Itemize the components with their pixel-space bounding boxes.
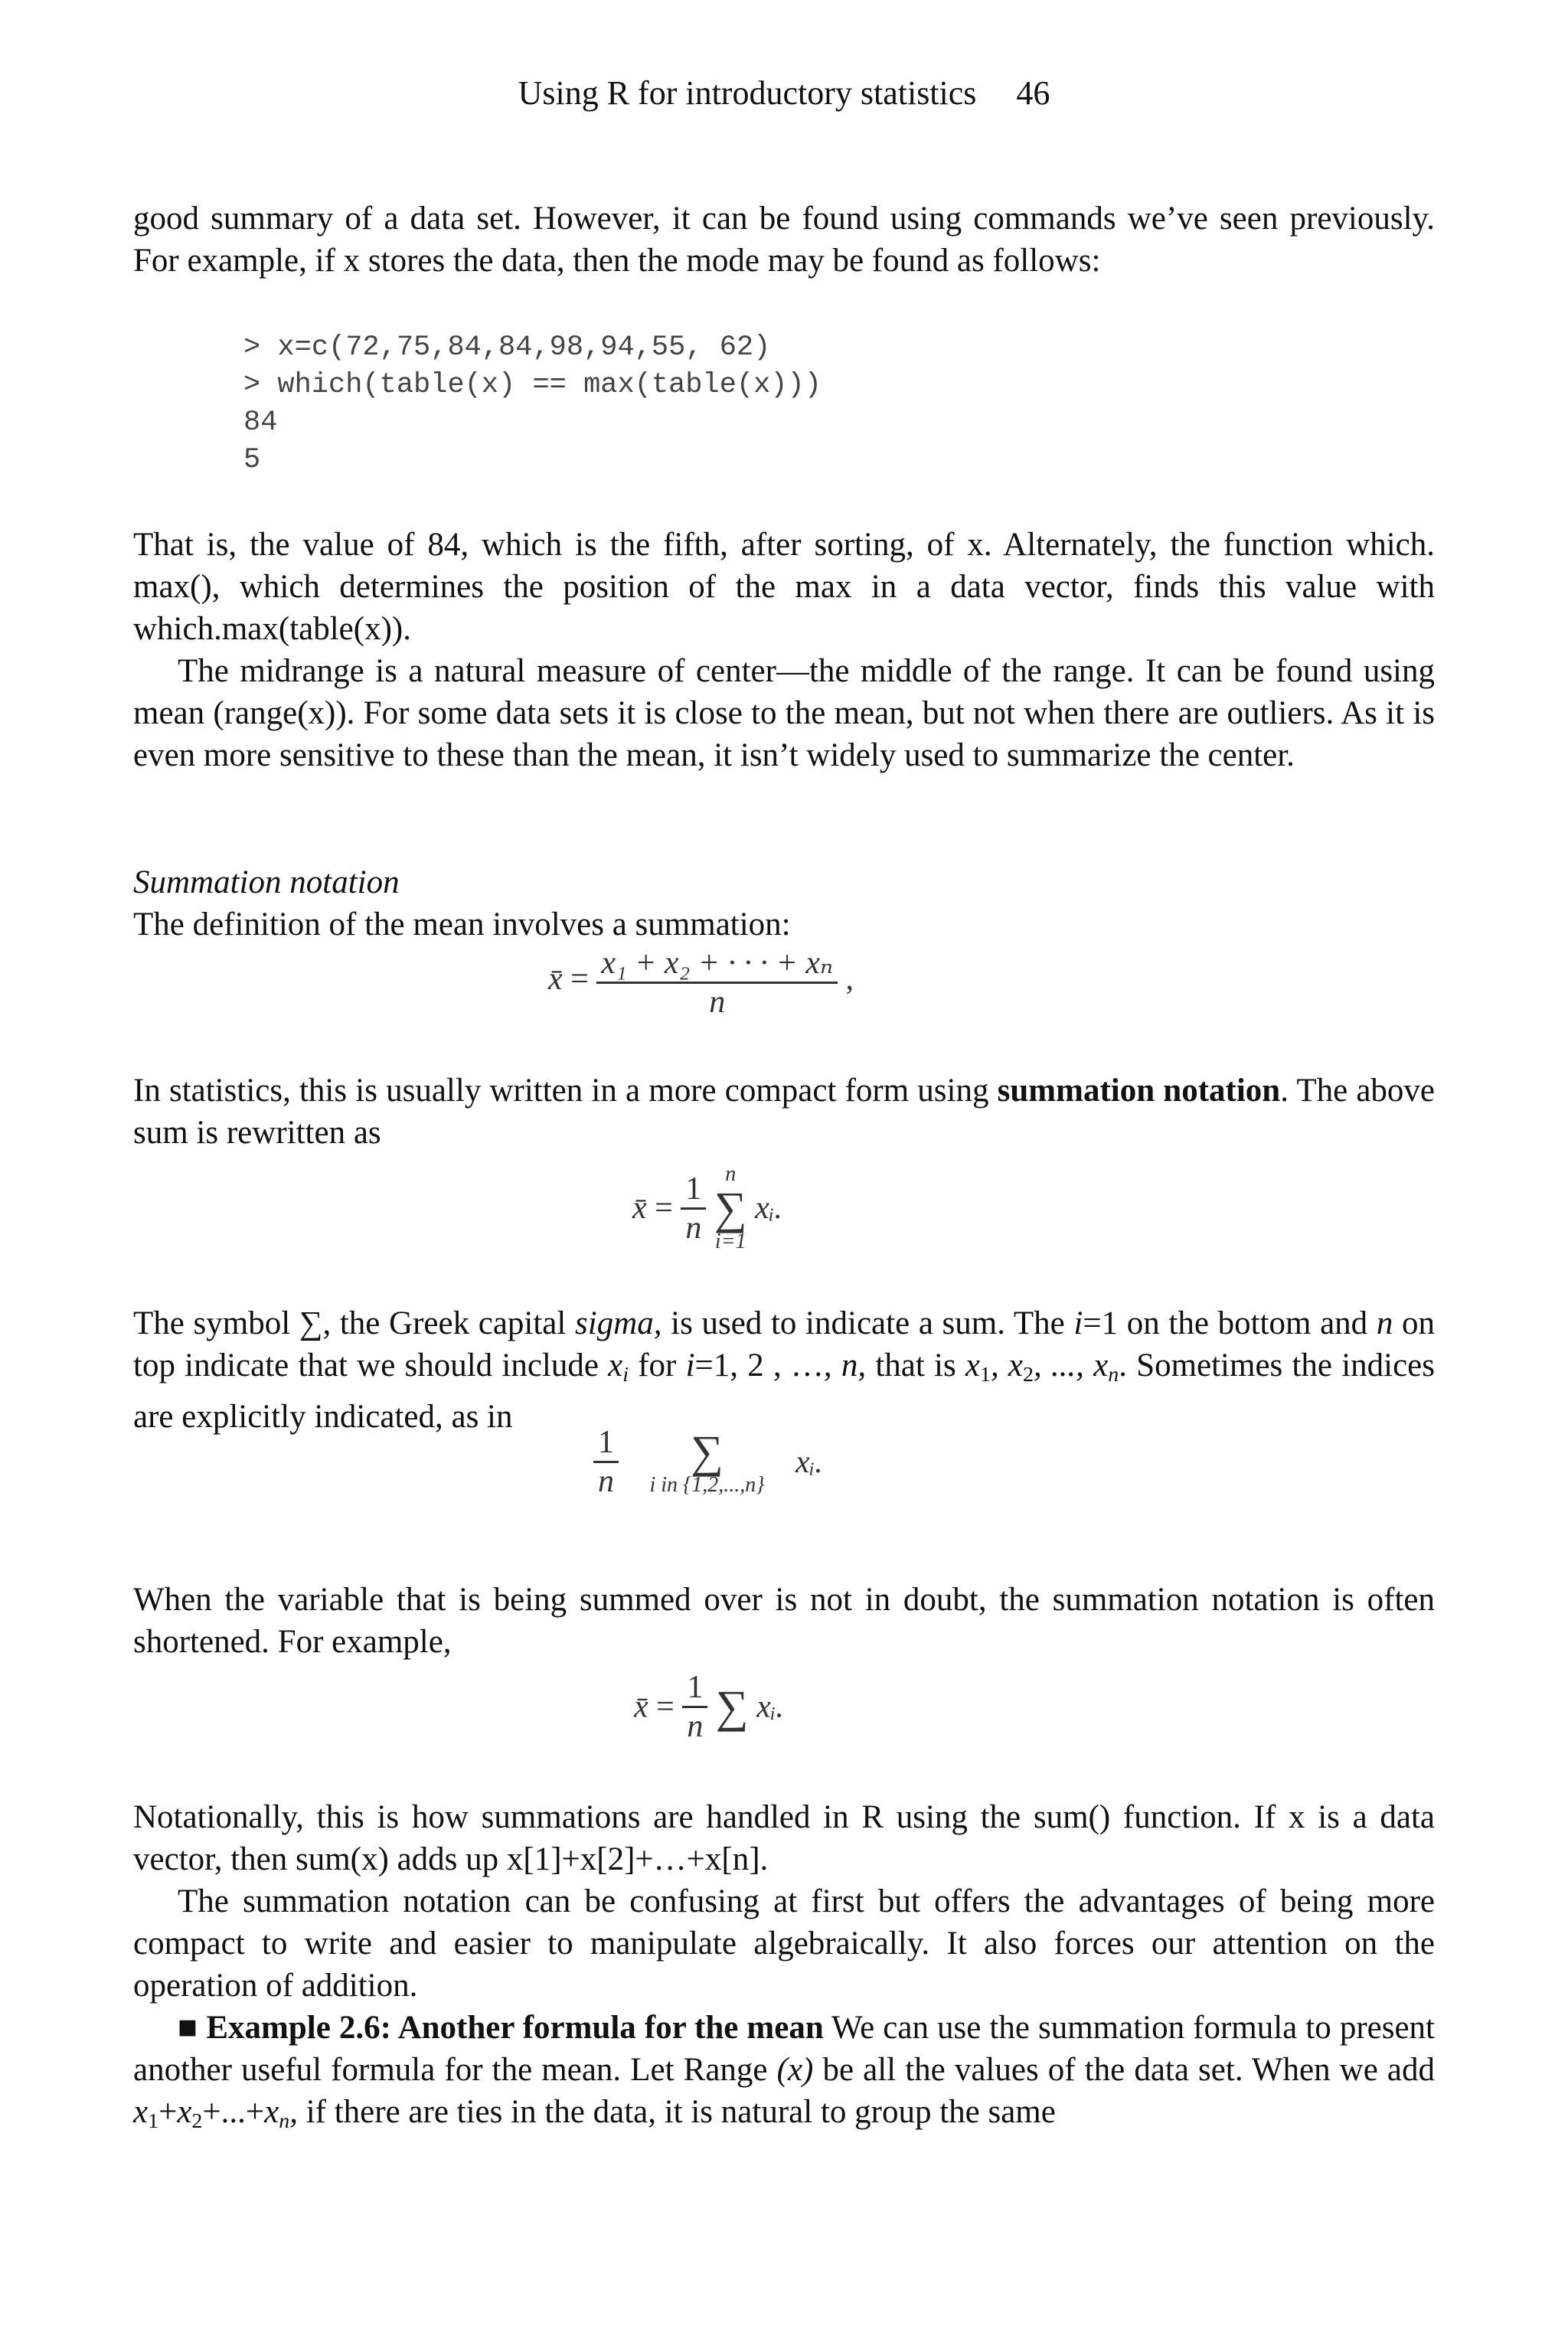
paragraph-1 bbox=[133, 198, 1435, 282]
paragraph-text: When the variable that is being summed over is not in doubt, the summation notation is often shortened. For example, bbox=[133, 1582, 1435, 1660]
equation-summation bbox=[632, 1164, 782, 1253]
text-run: . The above sum is rewritten as bbox=[133, 1073, 1436, 1151]
text-run: In statistics, this is usually written in a more compact form using bbox=[133, 1073, 998, 1109]
math-term: xᵢ. bbox=[756, 1689, 784, 1725]
math-numerator: 1 bbox=[593, 1424, 619, 1463]
math-fraction bbox=[596, 943, 838, 1021]
paragraph-3 bbox=[133, 650, 1435, 776]
text-run: be all the values of the data set. When we add bbox=[813, 2052, 1435, 2088]
math-term: xᵢ. bbox=[795, 1444, 823, 1480]
heading-text: Summation notation bbox=[133, 864, 400, 900]
text-run: is used to indicate a sum. The bbox=[662, 1305, 1074, 1341]
example-heading: ■ Example 2.6: Another formula for the mean bbox=[178, 2010, 824, 2046]
paragraph-text: That is, the value of 84, which is the fifth, after sorting, of x. Alternately, the function which. max(), which determines the position of the max in a data vector, finds this value with which.max(table(x)). bbox=[133, 527, 1435, 647]
math-fraction bbox=[593, 1424, 619, 1500]
text-run: for bbox=[629, 1348, 686, 1383]
code-line: 5 bbox=[243, 444, 261, 476]
italic-term: (x) bbox=[776, 2052, 814, 2088]
math-term: xᵢ. bbox=[755, 1191, 782, 1226]
math-fraction bbox=[682, 1669, 707, 1745]
math-denominator: n bbox=[685, 1210, 702, 1246]
text-run: that is bbox=[866, 1348, 965, 1383]
math-denominator: n bbox=[687, 1709, 704, 1744]
text-run: =1 on the bottom and bbox=[1083, 1305, 1377, 1341]
paragraph-8 bbox=[133, 1796, 1435, 1880]
math-equals: = bbox=[656, 1689, 675, 1725]
math-comma: , bbox=[845, 962, 854, 998]
sigma-symbol: ∑ bbox=[691, 1426, 724, 1477]
sigma-symbol: ∑ bbox=[714, 1183, 747, 1233]
italic-term: sigma, bbox=[575, 1305, 662, 1341]
paragraph-text: Notationally, this is how summations are handled in R using the sum() function. If x is a data vector, then sum(x) adds up x[1]+x[2]+…+x[n]. bbox=[133, 1799, 1435, 1877]
equation-explicit-indices bbox=[593, 1424, 823, 1500]
math-xbar: x̄ bbox=[634, 1689, 648, 1725]
paragraph-5 bbox=[133, 1070, 1435, 1154]
running-header bbox=[0, 74, 1568, 113]
equation-mean-definition bbox=[548, 943, 854, 1021]
math-equals: = bbox=[570, 962, 589, 998]
math-denominator: n bbox=[709, 985, 726, 1020]
math-sigma-group bbox=[649, 1426, 765, 1497]
math-denominator: n bbox=[598, 1464, 614, 1499]
paragraph-text: The midrange is a natural measure of center—the middle of the range. It can be found using mean (range(x)). For some data sets it is close to the mean, but not when there are outliers. As it is even more sensitive to these than the mean, it isn’t widely used to summarize the center. bbox=[133, 653, 1435, 773]
text-run: We can use the summation formula to present another useful formula for the mean. Let Range bbox=[133, 2010, 1435, 2088]
math-xbar: x̄ bbox=[548, 962, 563, 998]
math-xbar: x̄ bbox=[632, 1191, 647, 1226]
paragraph-text: The definition of the mean involves a summation: bbox=[133, 906, 791, 942]
code-line: 84 bbox=[243, 407, 278, 439]
text-run: if there are ties in the data, it is natural to group the same bbox=[297, 2094, 1056, 2130]
paragraph-text bbox=[133, 1070, 1435, 1154]
paragraph-text: The symbol ∑, the Greek capital sigma, is used to indicate a sum. The i=1 on the bottom and n on top indicate that we should include $x_i$ for i=1, 2 , …, n, that is $x_1$, $x_2$, ..., $x_n$. Sometimes the indices are explicitly indicated, as in bbox=[133, 1305, 1436, 1435]
math-numerator: x₁ + x₂ + · · · + xₙ bbox=[596, 943, 838, 984]
text-run: =1, 2 , …, bbox=[694, 1348, 841, 1383]
sigma-symbol: ∑ bbox=[715, 1681, 749, 1732]
paragraph-2 bbox=[133, 524, 1435, 650]
math-lower-limit: i=1 bbox=[714, 1230, 746, 1253]
paragraph-9 bbox=[133, 1880, 1435, 2007]
paragraph-7 bbox=[133, 1579, 1435, 1663]
math-numerator: 1 bbox=[682, 1669, 707, 1708]
text-run: on top indicate that we should include bbox=[133, 1305, 1435, 1383]
page-number: 46 bbox=[1016, 74, 1050, 112]
equation-shortened bbox=[634, 1669, 784, 1745]
math-equals: = bbox=[655, 1191, 673, 1226]
paragraph-10 bbox=[133, 2007, 1435, 2142]
header-title: Using R for introductory statistics bbox=[518, 74, 977, 112]
code-block bbox=[133, 329, 1435, 479]
math-sigma-group bbox=[714, 1164, 747, 1253]
section-heading bbox=[133, 861, 1435, 946]
code-line: > which(table(x) == max(table(x))) bbox=[243, 369, 822, 401]
text-run: Sometimes the indices are explicitly indicated, as in bbox=[133, 1348, 1436, 1435]
math-index-set: i in {1,2,...,n} bbox=[649, 1472, 765, 1497]
paragraph-text: good summary of a data set. However, it can be found using commands we’ve seen previously. For example, if x stores the data, then the mode may be found as follows: bbox=[133, 201, 1435, 279]
math-upper-limit: n bbox=[725, 1162, 737, 1186]
bold-term: summation notation bbox=[997, 1073, 1281, 1109]
code-line: > x=c(72,75,84,84,98,94,55, 62) bbox=[243, 332, 771, 364]
paragraph-6 bbox=[133, 1302, 1435, 1438]
math-fraction bbox=[681, 1171, 706, 1246]
text-run: The symbol ∑, the Greek capital bbox=[133, 1305, 575, 1341]
math-numerator: 1 bbox=[681, 1171, 706, 1210]
paragraph-text: The summation notation can be confusing at first but offers the advantages of being more compact to write and easier to manipulate algebraically. It also forces our attention on the operation of addition. bbox=[133, 1883, 1435, 2004]
paragraph-text: ■ Example 2.6: Another formula for the mean We can use the summation formula to present another useful formula for the mean. Let Range (x) be all the values of the data set. When we add $x_1+x_2+...+x_n$, if there are ties in the data, it is natural to group the same bbox=[133, 2010, 1435, 2133]
